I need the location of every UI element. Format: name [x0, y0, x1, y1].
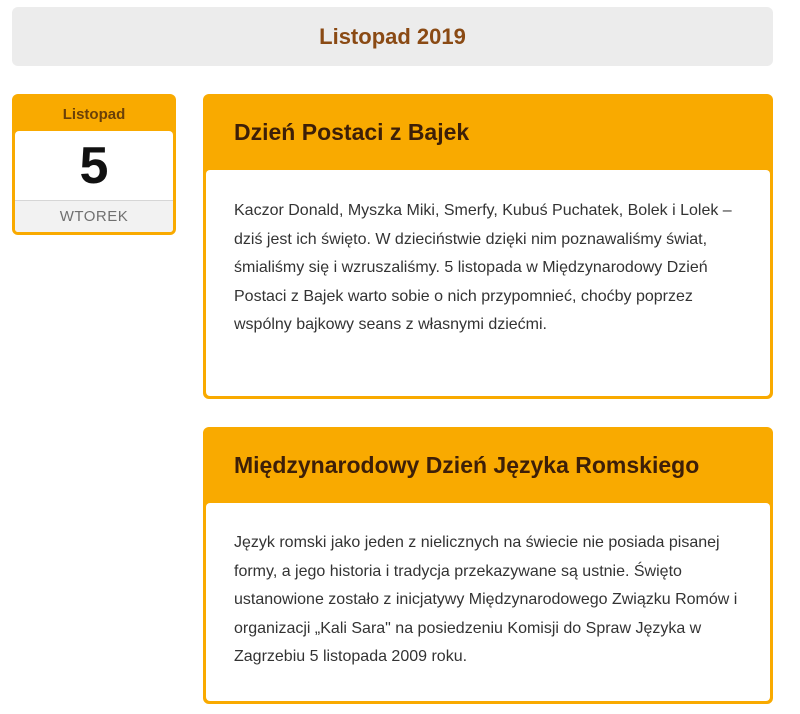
event-title[interactable]: Dzień Postaci z Bajek: [234, 118, 470, 145]
date-weekday: WTOREK: [15, 200, 173, 232]
event-card: [203, 427, 773, 704]
event-description: Kaczor Donald, Myszka Miki, Smerfy, Kubuś Puchatek, Bolek i Lolek – dziś jest ich święto. W dzieciństwie dzięki nim poznawaliśmy świat, śmialiśmy się i wzruszaliśmy. 5 listopada w Międzynarodowy Dzień Postaci z Bajek warto sobie o nich przypomnieć, choćby poprzez wspólny bajkowy seans z własnymi dziećmi.: [206, 170, 770, 396]
date-month: Listopad: [62, 105, 126, 123]
date-day-number: 5: [79, 137, 109, 195]
event-title[interactable]: Międzynarodowy Dzień Języka Romskiego: [234, 451, 700, 478]
date-inner: [15, 131, 173, 232]
event-card: [203, 94, 773, 399]
page-title: Listopad 2019: [12, 7, 773, 66]
event-description: Język romski jako jeden z nielicznych na świecie nie posiada pisanej formy, a jego historia i tradycja przekazywane są ustnie. Święto ustanowione zostało z inicjatywy Międzynarodowego Związku Romów i organizacji „Kali Sara" na posiedzeniu Komisji do Spraw Języka w Zagrzebiu 5 listopada 2009 roku.: [206, 503, 770, 701]
date-card: [12, 94, 176, 235]
